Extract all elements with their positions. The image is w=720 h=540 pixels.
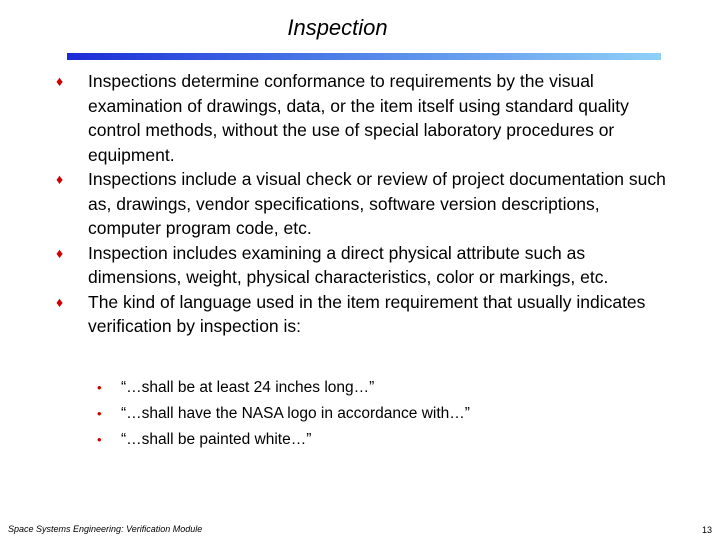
bullet-text: Inspections determine conformance to requirements by the visual examination of drawings, data, or the item itself using standard quality control methods, without the use of special laboratory procedures or equipment. xyxy=(88,71,629,165)
footer-course-title: Space Systems Engineering: Verification Module xyxy=(8,524,203,534)
sub-bullet-item xyxy=(97,375,657,401)
bullet-text: Inspection includes examining a direct physical attribute such as dimensions, weight, physical characteristics, color or markings, etc. xyxy=(88,242,609,287)
diamond-bullet-icon: ♦ xyxy=(56,244,64,261)
diamond-bullet-icon: ♦ xyxy=(56,171,64,187)
page-number: 13 xyxy=(701,525,712,535)
bullet-item xyxy=(56,290,676,339)
sub-bullet-text: “…shall be at least 24 inches long…” xyxy=(121,379,375,396)
title-underline-bar xyxy=(67,53,661,60)
dot-bullet-icon: • xyxy=(97,406,102,421)
diamond-bullet-icon: ♦ xyxy=(56,293,64,310)
dot-bullet-icon: • xyxy=(97,380,102,395)
sub-bullet-item xyxy=(97,401,657,427)
bullet-item xyxy=(56,69,676,167)
bullet-text: Inspections include a visual check or review of project documentation such as, drawings, vendor specifications, software version descriptions, computer program code, etc. xyxy=(88,169,666,238)
bullet-text: The kind of language used in the item requirement that usually indicates verification by inspection is: xyxy=(88,291,646,336)
sub-bullet-item xyxy=(97,427,657,453)
sub-bullet-text: “…shall have the NASA logo in accordance with…” xyxy=(121,405,470,422)
main-bullet-list xyxy=(56,69,676,339)
sub-bullet-text: “…shall be painted white…” xyxy=(121,431,312,448)
slide-title: Inspection xyxy=(287,15,388,40)
bullet-item xyxy=(56,241,676,290)
dot-bullet-icon: • xyxy=(97,432,102,447)
diamond-bullet-icon: ♦ xyxy=(56,73,64,89)
bullet-item xyxy=(56,167,676,241)
sub-bullet-list xyxy=(97,375,657,453)
